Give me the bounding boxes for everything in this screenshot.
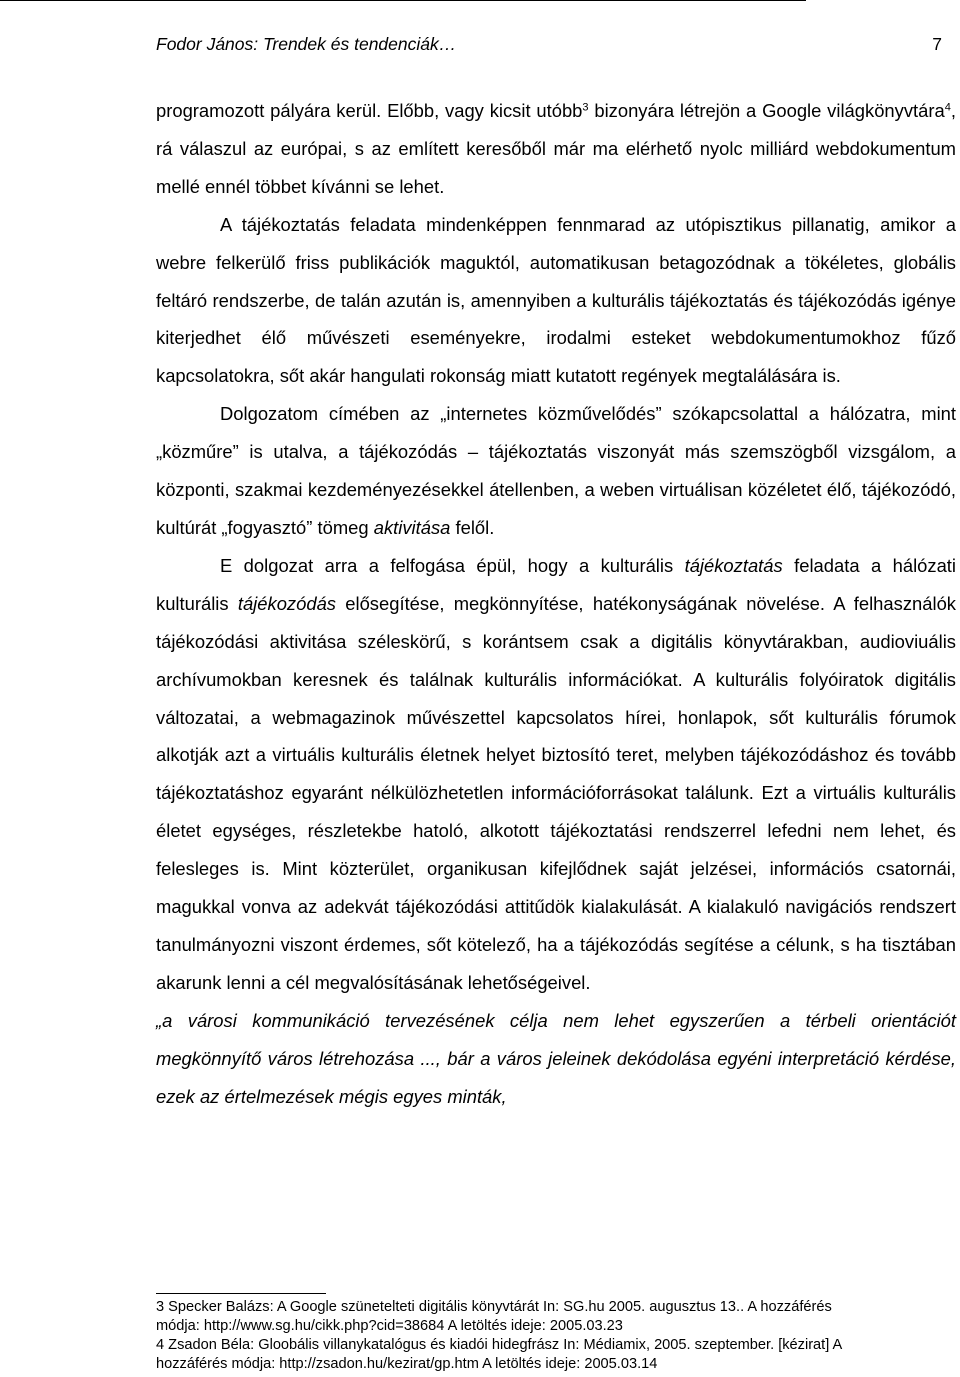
text-run: bizonyára létrejön a Google világkönyvtára [588, 100, 945, 121]
paragraph [156, 206, 956, 396]
text-run: elősegítése, megkönnyítése, hatékonyságának növelése. A felhasználók tájékozódási aktivitása széleskörű, s korántsem csak a digitális könyvtárakban, audioviuális archívumokban keresnek és találnak kulturális információkat. A kulturális folyóiratok digitális változatai, a webmagazinok művészettel kapcsolatos hírei, honlapok, sőt kulturális fórumok alkotják azt a virtuális kulturális életnek helyet biztosító teret, melyben tájékozódáshoz és tovább tájékoztatáshoz egyaránt nélkülözhetetlen információforrásokat találunk. Ezt a virtuális kulturális életet egységes, részletekbe hatoló, alkotott tájékoztatási rendszerrel lefedni nem lehet, és felesleges is. Mint közterület, organikusan kifejlődnek saját jelzései, információs csatornái, magukkal vonva az adekvát tájékozódási attitűdök kialakulását. A kialakuló navigációs rendszert tanulmányozni viszont érdemes, sőt kötelező, ha a tájékozódás segítése a célunk, s ha tisztában akarunk lenni a cél megvalósításának lehetőségeivel. [156, 592, 956, 993]
emphasis: tájékoztatás [684, 554, 783, 576]
footnote-ref: 3 [582, 101, 589, 114]
text-run: A tájékoztatás feladata mindenképpen fennmarad az utópisztikus pillanatig, amikor a webre felkerülő friss publikációk maguktól, automatikusan betagozódnak a tökéletes, globális feltáró rendszerbe, de talán azután is, amennyiben a kulturális tájékoztatás és tájékozódás igénye kiterjedhet élő művészeti eseményekre, irodalmi esteket webdokumentumokhoz fűző kapcsolatokra, sőt akár hangulati rokonság miatt kutatott regények megtalálására is. [156, 213, 956, 387]
page-number: 7 [932, 34, 942, 54]
text-run: programozott pályára kerül. Előbb, vagy kicsit utóbb [156, 100, 583, 121]
text-run: Dolgozatom címében az „internetes közművelődés” szókapcsolattal a hálózatra, mint „közműre” is utalva, a tájékozódás – tájékoztatás viszonyát más szemszögből vizsgálom, a központi, szakmai kezdeményezésekkel átellenben, a weben virtuálisan közéletet élő, tájékozódó, kultúrát „fogyasztó” tömeg [156, 403, 956, 538]
running-title: Fodor János: Trendek és tendenciák… [156, 34, 457, 54]
running-header [156, 33, 942, 55]
footnote-4-line-1: 4 Zsadon Béla: Gloobális villanykatalógus és kiadói hidegfrász In: Médiamix, 2005. szeptember. [kézirat] A [156, 1337, 843, 1353]
paragraph [156, 92, 956, 206]
paragraph [156, 547, 956, 1002]
body-text [156, 92, 956, 1115]
text-run: , rá válaszul az európai, s az említett keresőből már ma elérhető nyolc milliárd webdokumentum mellé ennél többet kívánni se lehet. [156, 100, 956, 197]
top-rule [0, 0, 806, 1]
text-run: E dolgozat arra a felfogása épül, hogy a kulturális [220, 554, 685, 576]
footnote-3-line-2: módja: http://www.sg.hu/cikk.php?cid=38684 A letöltés ideje: 2005.03.23 [156, 1318, 623, 1334]
footnote-separator [156, 1293, 326, 1294]
emphasis: aktivitása [373, 516, 451, 538]
text-run: feladata a hálózati kulturális [156, 554, 956, 614]
quote-paragraph [156, 1002, 956, 1116]
footnote-3-line-1: 3 Specker Balázs: A Google szünetelteti digitális könyvtárát In: SG.hu 2005. augusztus 13.. A hozzáférés [156, 1299, 832, 1315]
emphasis: tájékozódás [237, 592, 336, 614]
footnotes [156, 1298, 956, 1374]
paragraph [156, 395, 956, 547]
text-run: „a városi kommunikáció tervezésének célja nem lehet egyszerűen a térbeli orientációt megkönnyítő város létrehozása ..., bár a város jeleinek dekódolása egyéni interpretáció kérdése, ezek az értelmezések mégis egyes minták, [156, 1009, 956, 1107]
text-run: felől. [450, 516, 495, 538]
footnote-ref: 4 [944, 101, 951, 114]
footnote-4-line-2: hozzáférés módja: http://zsadon.hu/kezirat/gp.htm A letöltés ideje: 2005.03.14 [156, 1356, 658, 1372]
